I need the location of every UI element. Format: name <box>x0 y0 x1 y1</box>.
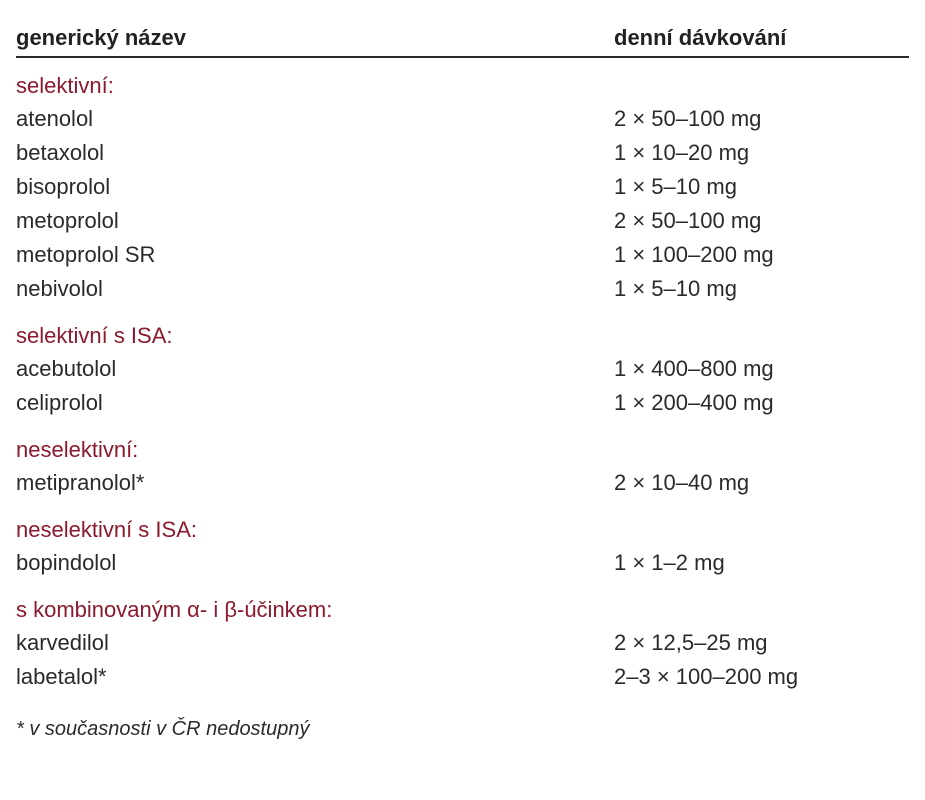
header-generic-name: generický název <box>16 25 186 50</box>
group-title: neselektivní s ISA: <box>16 517 197 542</box>
generic-name-cell: bisoprolol <box>16 174 111 199</box>
footnote: * v současnosti v ČR nedostupný <box>16 718 310 740</box>
daily-dose-cell: 2 × 12,5–25 mg <box>614 630 768 655</box>
daily-dose-cell: 1 × 400–800 mg <box>614 356 774 381</box>
daily-dose-cell: 1 × 200–400 mg <box>614 390 774 415</box>
generic-name-cell: nebivolol <box>16 276 103 301</box>
generic-name-cell: acebutolol <box>16 356 117 381</box>
generic-name-cell: metoprolol <box>16 208 119 233</box>
table-body <box>16 70 925 694</box>
table-row <box>16 386 925 420</box>
header-daily-dose: denní dávkování <box>614 25 787 50</box>
generic-name-cell: atenolol <box>16 106 94 131</box>
generic-name-cell: karvedilol <box>16 630 109 655</box>
table-row <box>16 546 925 580</box>
daily-dose-cell: 2–3 × 100–200 mg <box>614 664 799 689</box>
table-row <box>16 272 925 306</box>
table-row <box>16 626 925 660</box>
group-title: s kombinovaným α- i β-účinkem: <box>16 597 333 622</box>
drug-group <box>16 434 925 500</box>
drug-group <box>16 514 925 580</box>
group-title: selektivní s ISA: <box>16 323 173 348</box>
daily-dose-cell: 1 × 100–200 mg <box>614 242 774 267</box>
table-row <box>16 660 925 694</box>
generic-name-cell: metipranolol* <box>16 470 145 495</box>
daily-dose-cell: 1 × 5–10 mg <box>614 276 737 301</box>
daily-dose-cell: 1 × 5–10 mg <box>614 174 737 199</box>
table-row <box>16 204 925 238</box>
table-row <box>16 466 925 500</box>
generic-name-cell: bopindolol <box>16 550 117 575</box>
table-row <box>16 352 925 386</box>
drug-group <box>16 594 925 694</box>
generic-name-cell: metoprolol SR <box>16 242 156 267</box>
generic-name-cell: betaxolol <box>16 140 105 165</box>
table-row <box>16 238 925 272</box>
group-title: neselektivní: <box>16 437 139 462</box>
group-title: selektivní: <box>16 73 114 98</box>
drug-group <box>16 320 925 420</box>
drug-group <box>16 70 925 306</box>
table-row <box>16 136 925 170</box>
table-header <box>16 20 909 58</box>
daily-dose-cell: 2 × 10–40 mg <box>614 470 750 495</box>
generic-name-cell: celiprolol <box>16 390 103 415</box>
daily-dose-cell: 2 × 50–100 mg <box>614 208 762 233</box>
daily-dose-cell: 1 × 1–2 mg <box>614 550 725 575</box>
generic-name-cell: labetalol* <box>16 664 107 689</box>
table-row <box>16 170 925 204</box>
table-row <box>16 102 925 136</box>
daily-dose-cell: 2 × 50–100 mg <box>614 106 762 131</box>
daily-dose-cell: 1 × 10–20 mg <box>614 140 750 165</box>
